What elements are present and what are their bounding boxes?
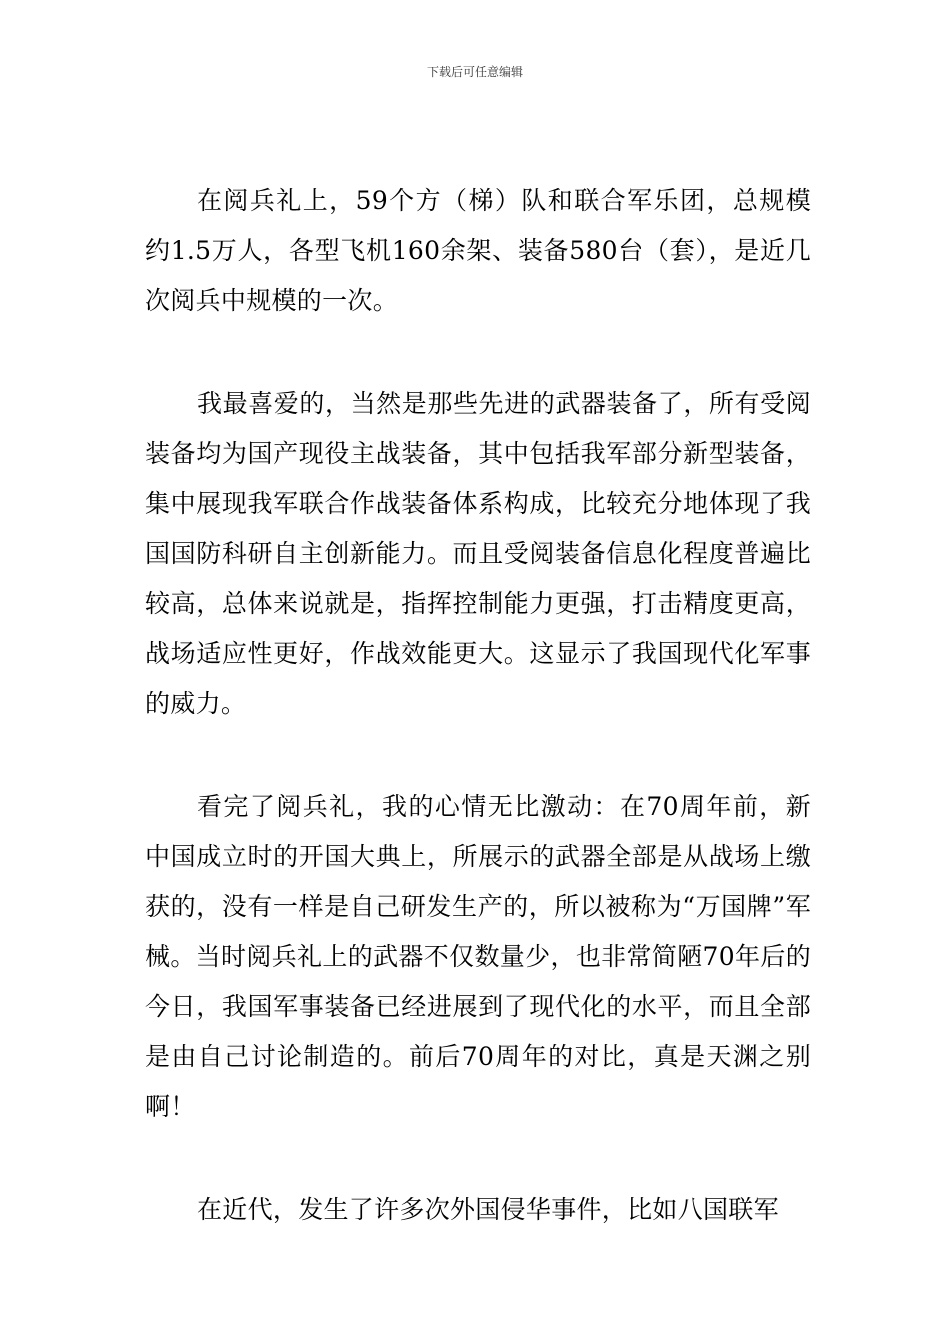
paragraph-advanced-equipment: 我最喜爱的，当然是那些先进的武器装备了，所有受阅装备均为国产现役主战装备，其中包括我军部分新型装备，集中展现我军联合作战装备体系构成，比较充分地体现了我国国防科研自主创新能力。而且受阅装备信息化程度普遍比较高，总体来说就是，指挥控制能力更强，打击精度更高，战场适应性更好，作战效能更大。这显示了我国现代化军事的威力。 bbox=[145, 389, 811, 718]
paragraph-parade-scale: 在阅兵礼上，59个方（梯）队和联合军乐团，总规模约1.5万人，各型飞机160余架、装备580台（套），是近几次阅兵中规模的一次。 bbox=[145, 186, 811, 315]
paragraph-modern-history: 在近代，发生了许多次外国侵华事件，比如八国联军 bbox=[197, 1195, 779, 1224]
body-text bbox=[145, 176, 811, 1288]
paragraph-70-year-comparison: 看完了阅兵礼，我的心情无比激动：在70周年前，新中国成立时的开国大典上，所展示的武器全部是从战场上缴获的，没有一样是自己研发生产的，所以被称为“万国牌”军械。当时阅兵礼上的武器不仅数量少，也非常简陋70年后的今日，我国军事装备已经进展到了现代化的水平，而且全部是由自己讨论制造的。前后70周年的对比，真是天渊之别啊！ bbox=[145, 792, 811, 1121]
header-note: 下载后可任意编辑 bbox=[426, 65, 523, 79]
